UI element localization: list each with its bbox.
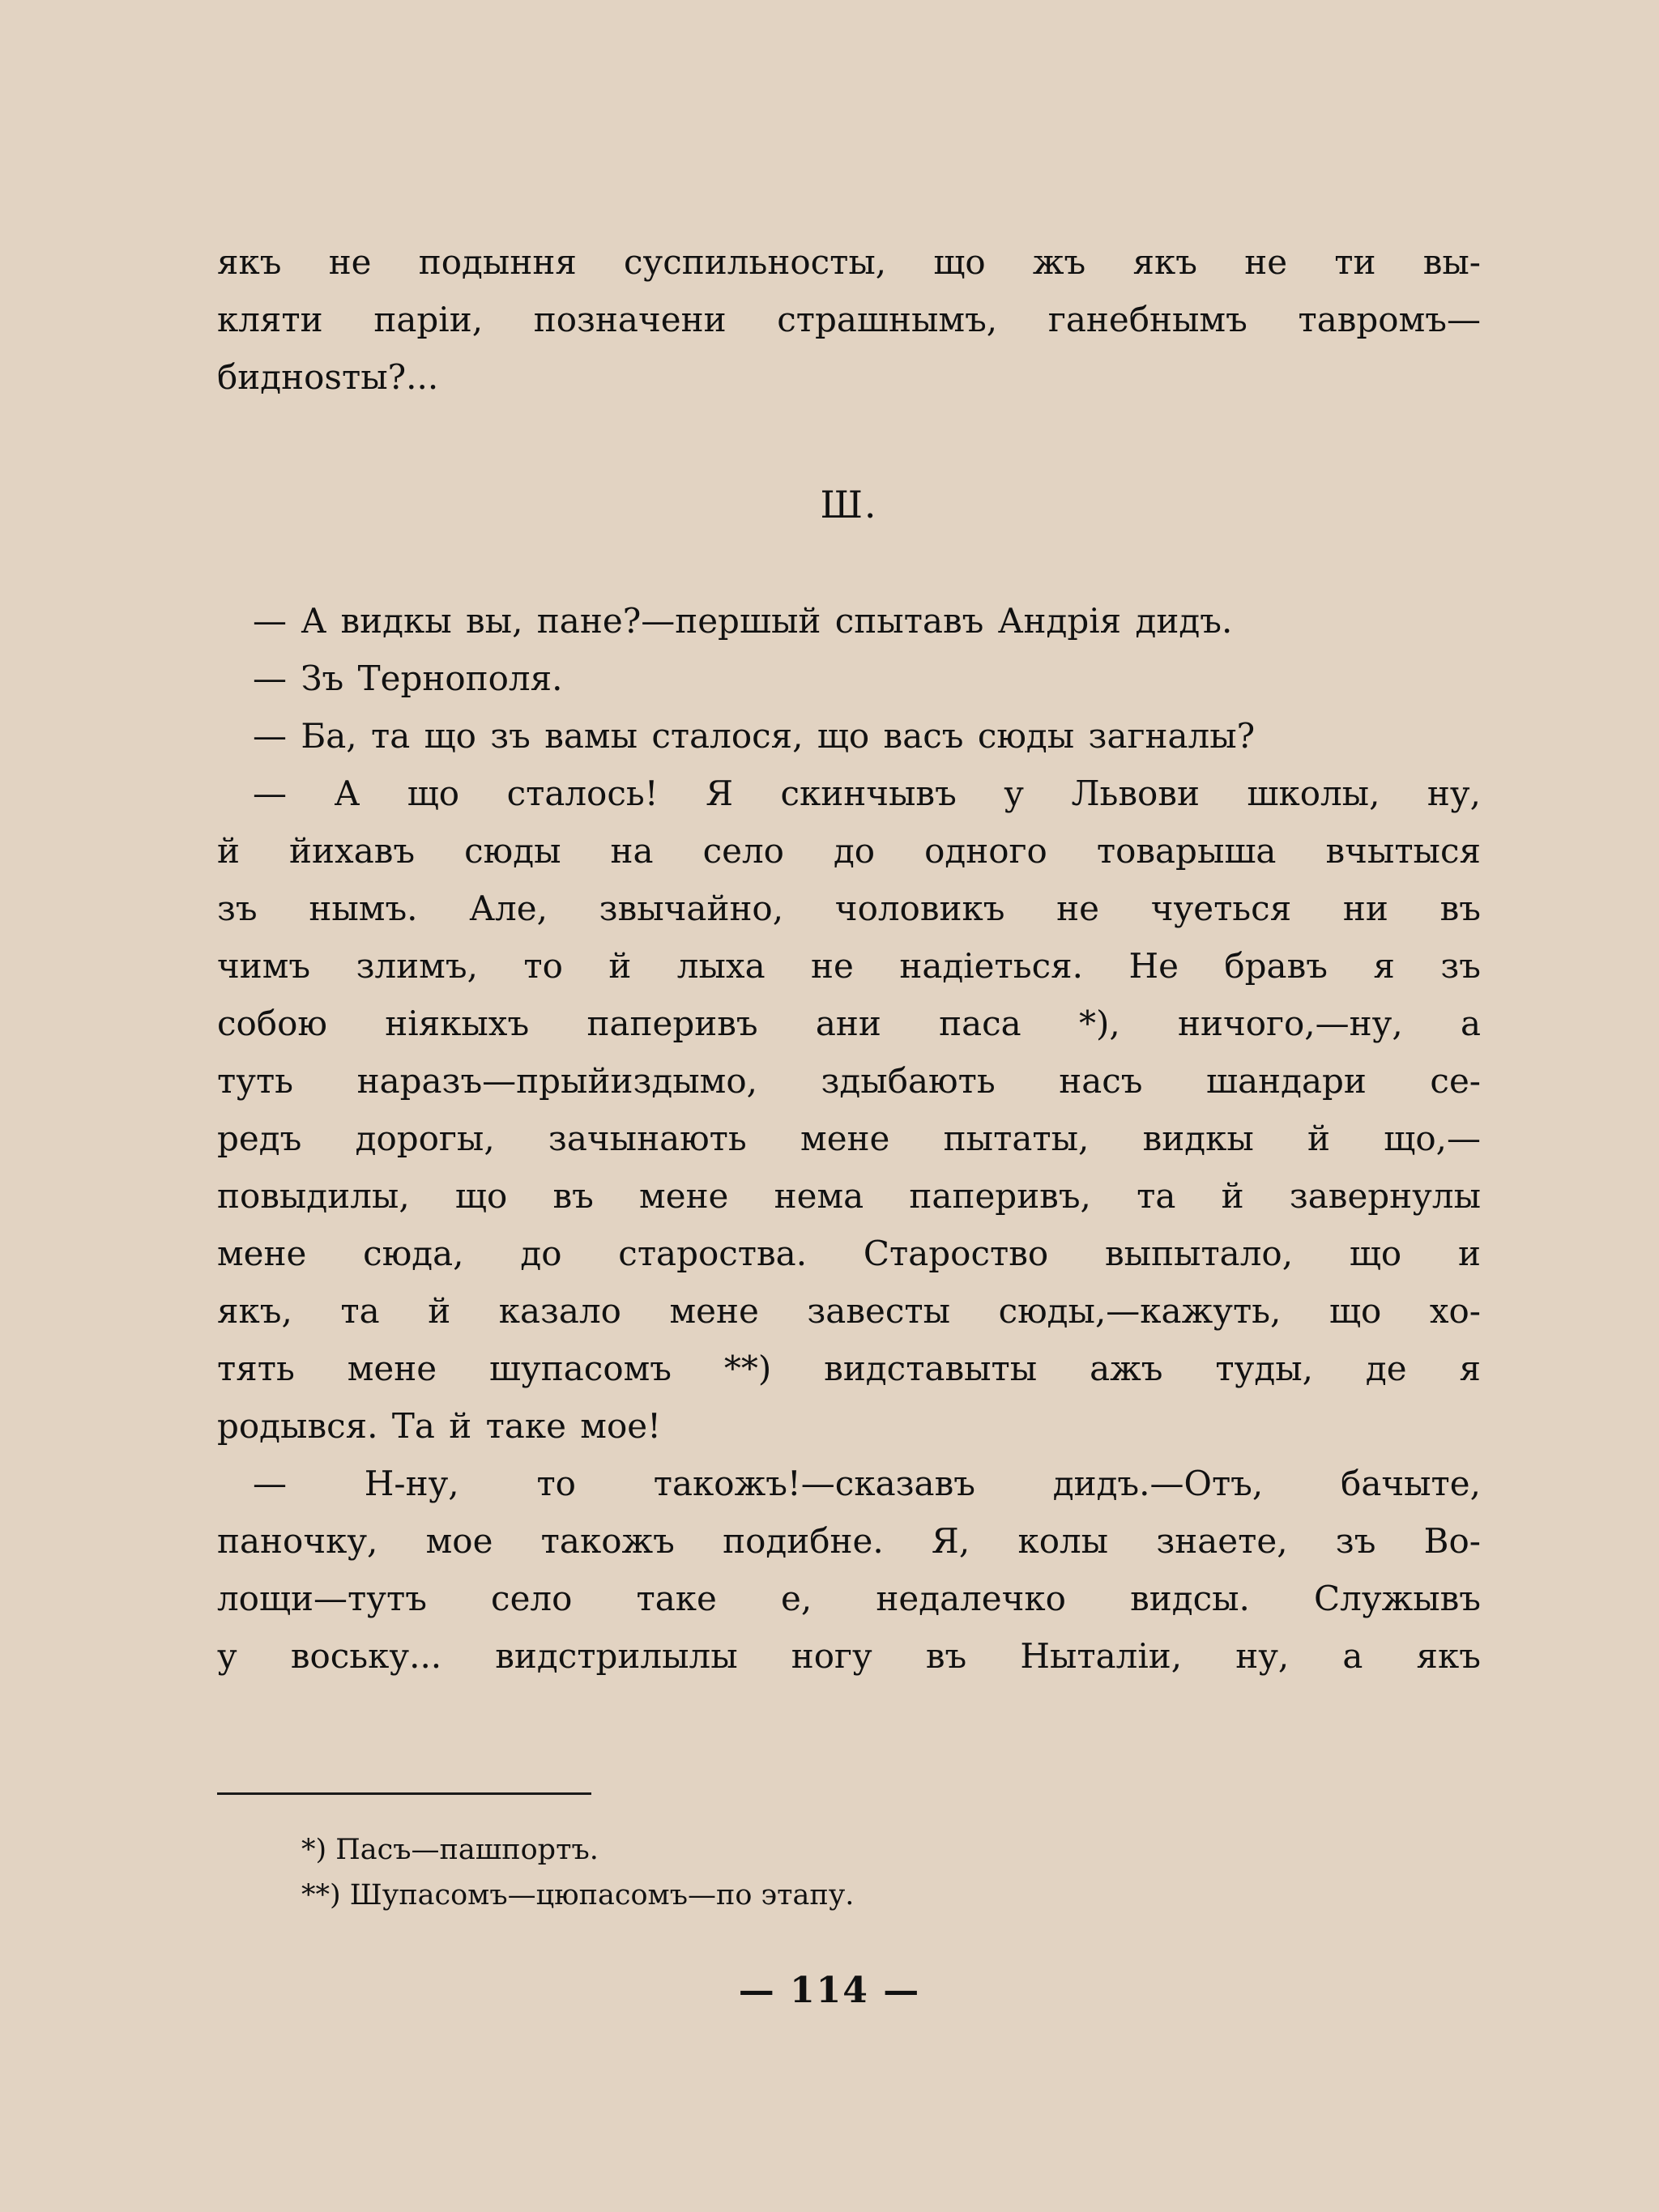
dialog <box>217 592 1481 1685</box>
dialog-line: — Н-ну, то такожъ!—сказавъ дидъ.—Отъ, бачыте, <box>253 1464 1481 1503</box>
text-line: собою ніякыхъ паперивъ ани паса *), ничого,—ну, а <box>217 1004 1481 1043</box>
text-line: паночку, мое такожъ подибне. Я, колы знаете, зъ Во- <box>217 1521 1481 1561</box>
dialog-line: — А видкы вы, пане?—першый спытавъ Андрія дидъ. <box>253 601 1233 641</box>
dialog-line: — Зъ Тернополя. <box>253 658 563 698</box>
text-line: й йихавъ сюды на село до одного товарыша вчытыся <box>217 831 1481 871</box>
footnote: *) Пасъ—пашпортъ. <box>301 1834 599 1866</box>
text-line: туть наразъ—прыйиздымо, здыбають насъ шандари се- <box>217 1061 1481 1101</box>
text-line: редъ дорогы, зачынають мене пытаты, видкы й що,— <box>217 1119 1481 1158</box>
text-line: лощи—тутъ село таке е, недалечко видсы. Служывъ <box>217 1579 1481 1618</box>
text-line: мене сюда, до староства. Староство выпытало, що и <box>217 1234 1481 1273</box>
page-number: — 114 — <box>738 1970 921 2011</box>
text-line: биднosты?... <box>217 357 439 397</box>
footnotes <box>301 1827 1354 1918</box>
dialog-paragraph <box>217 765 1481 1455</box>
footnote: **) Шупасомъ—цюпасомъ—по этапу. <box>301 1879 855 1912</box>
text-line: чимъ злимъ, то й лыха не надіеться. Не бравъ я зъ <box>217 946 1481 986</box>
intro-paragraph <box>217 233 1481 406</box>
text-line: повыдилы, що въ мене нема паперивъ, та й завернулы <box>217 1176 1481 1216</box>
text-line: тять мене шупасомъ **) видставыты ажъ туды, де я <box>217 1349 1481 1388</box>
dialog-paragraph <box>217 1455 1481 1685</box>
page-body <box>217 233 1481 1685</box>
text-line: якъ не подыння суспильносты, що жъ якъ не ти вы- <box>217 242 1481 282</box>
text-line: родывся. Та й таке мое! <box>217 1406 661 1446</box>
text-line: якъ, та й казало мене завесты сюды,—кажуть, що хо- <box>217 1291 1481 1331</box>
text-line: зъ нымъ. Але, звычайно, чоловикъ не чуеться ни въ <box>217 889 1481 928</box>
text-line: у воську... видстрилылы ногу въ Ныталіи, ну, а якъ <box>217 1636 1481 1676</box>
dialog-line: — Ба, та що зъ вамы сталося, що васъ сюды загналы? <box>253 716 1256 756</box>
section-heading: Ш. <box>820 483 878 526</box>
dialog-line: — А що сталось! Я скинчывъ у Львови школы, ну, <box>253 774 1481 813</box>
text-line: кляти паріи, позначени страшнымъ, ганебнымъ тавромъ— <box>217 300 1481 339</box>
footnote-divider <box>217 1792 591 1795</box>
